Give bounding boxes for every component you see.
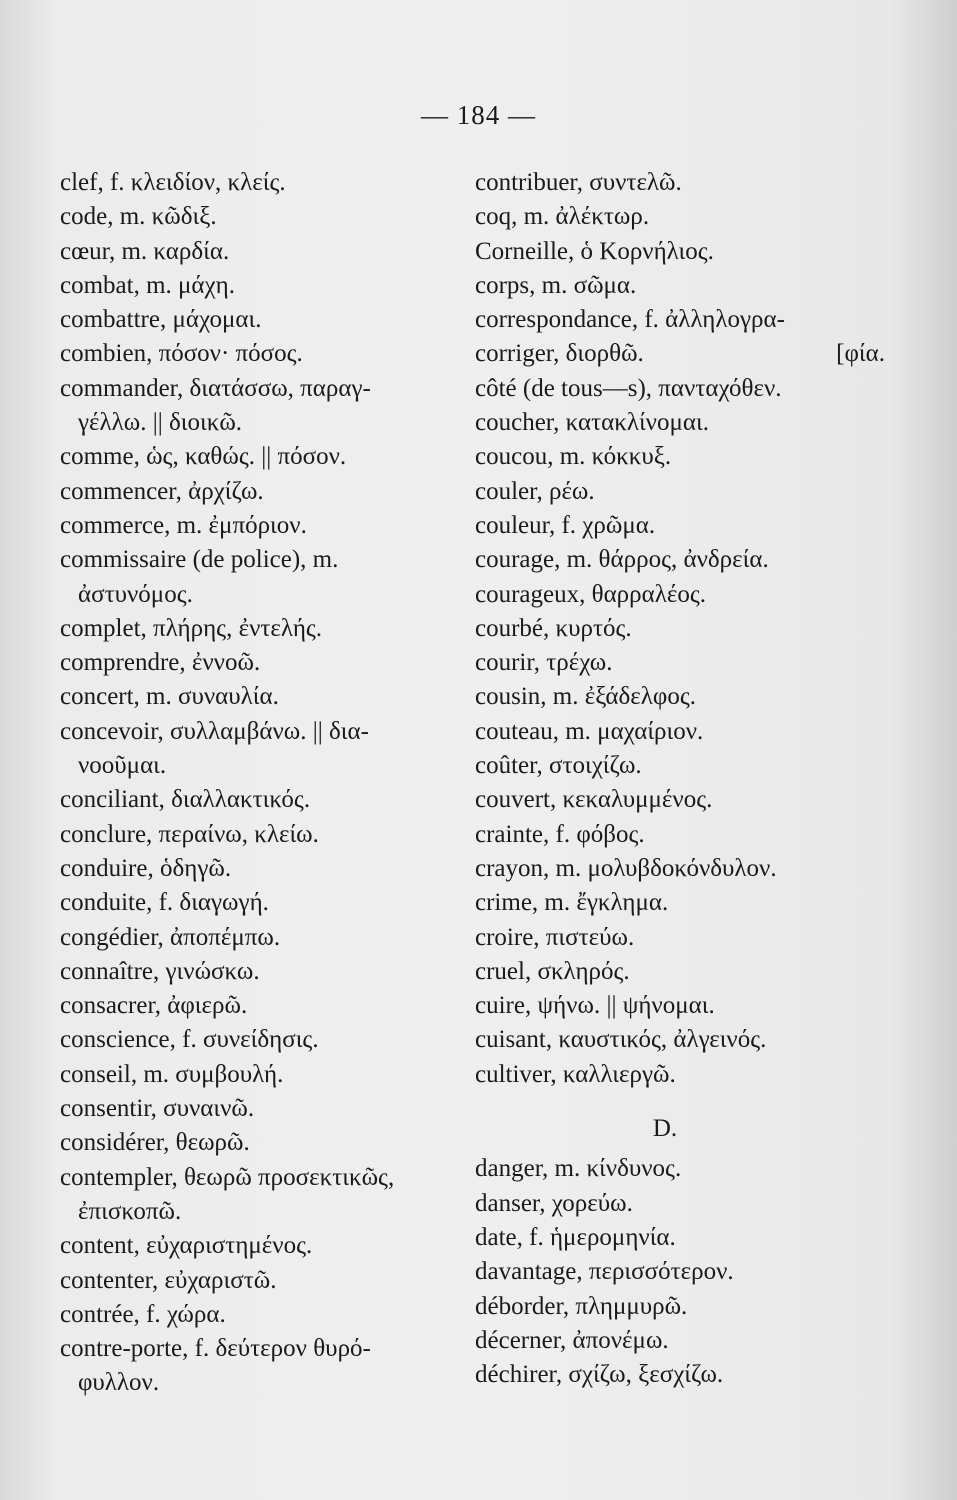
entry-text: connaître, γινώσκω. bbox=[60, 957, 260, 985]
dictionary-entry bbox=[475, 1255, 895, 1289]
entry-text: coûter, στοιχίζω. bbox=[475, 752, 642, 780]
entry-text: considérer, θεωρῶ. bbox=[60, 1129, 250, 1157]
entry-text: côté (de tous—s), πανταχόθεν. bbox=[475, 374, 782, 402]
entry-text: consentir, συναινῶ. bbox=[60, 1095, 255, 1123]
dictionary-entry bbox=[60, 1058, 460, 1092]
entry-text: contrée, f. χώρα. bbox=[60, 1300, 226, 1328]
entry-text: date, f. ἡμερομηνία. bbox=[475, 1223, 676, 1251]
entry-continuation bbox=[60, 1195, 460, 1229]
dictionary-entry bbox=[60, 852, 460, 886]
entry-text: conseil, m. συμβουλή. bbox=[60, 1060, 284, 1088]
entry-text: couleur, f. χρῶμα. bbox=[475, 511, 656, 539]
dictionary-entry bbox=[475, 1324, 895, 1358]
dictionary-entry bbox=[475, 749, 895, 783]
dictionary-entry bbox=[475, 715, 895, 749]
entry-text: contenter, εὐχαριστῶ. bbox=[60, 1266, 277, 1294]
dictionary-entry bbox=[475, 1358, 895, 1392]
entry-text: contribuer, συντελῶ. bbox=[475, 169, 682, 196]
dictionary-entry bbox=[60, 269, 460, 303]
dictionary-entry bbox=[475, 989, 895, 1023]
entry-continuation bbox=[60, 1366, 460, 1400]
entry-text: concert, m. συναυλία. bbox=[60, 683, 279, 711]
entry-text: couler, ρέω. bbox=[475, 477, 595, 505]
entry-text: déchirer, σχίζω, ξεσχίζω. bbox=[475, 1361, 724, 1389]
entry-text: danger, m. κίνδυνος. bbox=[475, 1155, 682, 1183]
dictionary-entry bbox=[60, 475, 460, 509]
entry-text: couteau, m. μαχαίριον. bbox=[475, 717, 704, 745]
entry-text: cousin, m. ἐξάδελφος. bbox=[475, 683, 697, 711]
dictionary-entry bbox=[475, 783, 895, 817]
dictionary-entry bbox=[60, 1332, 460, 1366]
entry-text: cuisant, καυστικός, ἀλγεινός. bbox=[475, 1026, 767, 1054]
dictionary-entry bbox=[60, 921, 460, 955]
entry-text: comme, ὡς, καθώς. || πόσον. bbox=[60, 443, 347, 471]
entry-text: déborder, πλημμυρῶ. bbox=[475, 1292, 688, 1320]
dictionary-entry bbox=[475, 646, 895, 680]
entry-text: commencer, ἀρχίζω. bbox=[60, 477, 264, 505]
dictionary-entry bbox=[475, 235, 895, 269]
entry-text: crime, m. ἔγκλημα. bbox=[475, 889, 669, 917]
entry-text: corriger, διορθῶ. bbox=[475, 340, 644, 368]
dictionary-entry bbox=[475, 578, 895, 612]
entry-text: crayon, m. μολυβδοκόνδυλον. bbox=[475, 854, 777, 882]
page-number: — 184 — bbox=[421, 100, 536, 130]
entry-text: content, εὐχαριστημένος. bbox=[60, 1232, 313, 1260]
entry-text: couvert, κεκαλυμμένος. bbox=[475, 786, 713, 814]
entry-text: consacrer, ἀφιερῶ. bbox=[60, 992, 248, 1020]
dictionary-entry bbox=[475, 921, 895, 955]
entry-margin-note: [φία. bbox=[836, 340, 885, 368]
dictionary-entry bbox=[475, 1058, 895, 1092]
dictionary-entry bbox=[60, 337, 460, 371]
entry-text: φυλλον. bbox=[78, 1369, 160, 1397]
entry-text: combien, πόσον· πόσος. bbox=[60, 340, 303, 368]
dictionary-entry bbox=[475, 1290, 895, 1324]
entry-text: crainte, f. φόβος. bbox=[475, 820, 645, 848]
entry-text: coq, m. ἀλέκτωρ. bbox=[475, 203, 650, 231]
entry-text: cuire, ψήνω. || ψήνομαι. bbox=[475, 992, 715, 1020]
dictionary-entry bbox=[475, 886, 895, 920]
entry-text: danser, χορεύω. bbox=[475, 1189, 633, 1217]
entry-text: γέλλω. || διοικῶ. bbox=[78, 409, 243, 437]
entry-text: courbé, κυρτός. bbox=[475, 614, 632, 642]
entry-text: congédier, ἀποπέμπω. bbox=[60, 923, 281, 951]
dictionary-entry bbox=[60, 543, 460, 577]
dictionary-entry bbox=[60, 818, 460, 852]
entry-text: contempler, θεωρῶ προσεκτικῶς, bbox=[60, 1163, 395, 1191]
dictionary-entry bbox=[60, 1298, 460, 1332]
dictionary-entry bbox=[60, 886, 460, 920]
dictionary-entry bbox=[475, 955, 895, 989]
entry-text: combattre, μάχομαι. bbox=[60, 306, 262, 334]
entry-text: contre-porte, f. δεύτερον θυρό- bbox=[60, 1335, 371, 1363]
dictionary-entry bbox=[60, 303, 460, 337]
dictionary-entry bbox=[60, 1092, 460, 1126]
entry-text: davantage, περισσότερον. bbox=[475, 1258, 734, 1286]
entry-text: conclure, περαίνω, κλείω. bbox=[60, 820, 319, 848]
dictionary-entry bbox=[475, 200, 895, 234]
entry-continuation bbox=[60, 578, 460, 612]
dictionary-entry bbox=[60, 509, 460, 543]
dictionary-entry bbox=[475, 269, 895, 303]
entry-text: cruel, σκληρός. bbox=[475, 957, 630, 985]
dictionary-entry bbox=[475, 1023, 895, 1057]
dictionary-entry bbox=[60, 1264, 460, 1298]
entry-text: code, m. κῶδιξ. bbox=[60, 203, 217, 231]
dictionary-entry bbox=[60, 680, 460, 714]
dictionary-entry bbox=[475, 475, 895, 509]
dictionary-entry bbox=[60, 989, 460, 1023]
entry-text: commerce, m. ἐμπόριον. bbox=[60, 511, 307, 539]
entry-text: conciliant, διαλλακτικός. bbox=[60, 786, 311, 814]
dictionary-entry bbox=[60, 1229, 460, 1263]
dictionary-entry bbox=[60, 612, 460, 646]
dictionary-entry bbox=[60, 166, 460, 200]
entry-text: commander, διατάσσω, παραγ- bbox=[60, 374, 371, 402]
dictionary-entry bbox=[475, 303, 895, 337]
dictionary-entry bbox=[60, 200, 460, 234]
dictionary-entry bbox=[60, 372, 460, 406]
entry-text: νοοῦμαι. bbox=[78, 752, 167, 780]
right-column bbox=[475, 166, 895, 1392]
dictionary-entry bbox=[60, 1161, 460, 1195]
entry-text: conduire, ὁδηγῶ. bbox=[60, 854, 232, 882]
entry-text: cœur, m. καρδία. bbox=[60, 237, 230, 265]
dictionary-entry bbox=[475, 612, 895, 646]
entry-continuation bbox=[60, 406, 460, 440]
entry-continuation bbox=[60, 749, 460, 783]
entry-text: courageux, θαρραλέος. bbox=[475, 580, 707, 608]
entry-text: coucou, m. κόκκυξ. bbox=[475, 443, 672, 471]
entry-text: conduite, f. διαγωγή. bbox=[60, 889, 269, 917]
dictionary-entry bbox=[475, 543, 895, 577]
dictionary-entry bbox=[475, 1152, 895, 1186]
dictionary-entry bbox=[475, 372, 895, 406]
entry-text: conscience, f. συνείδησις. bbox=[60, 1026, 319, 1054]
entry-text: courir, τρέχω. bbox=[475, 649, 613, 677]
dictionary-entry bbox=[60, 235, 460, 269]
dictionary-entry bbox=[475, 440, 895, 474]
entry-text: coucher, κατακλίνομαι. bbox=[475, 409, 709, 437]
dictionary-entry bbox=[475, 852, 895, 886]
entry-text: ἐπισκοπῶ. bbox=[78, 1197, 182, 1225]
entry-text: comprendre, ἐννοῶ. bbox=[60, 649, 261, 677]
entry-text: concevoir, συλλαμβάνω. || δια- bbox=[60, 717, 369, 745]
dictionary-entry bbox=[60, 1023, 460, 1057]
dictionary-entry bbox=[475, 1221, 895, 1255]
dictionary-entry bbox=[475, 406, 895, 440]
entry-text: décerner, ἀπονέμω. bbox=[475, 1326, 669, 1354]
entry-text: clef, f. κλειδίον, κλείς. bbox=[60, 169, 286, 196]
entry-text: ἀστυνόμος. bbox=[78, 580, 193, 608]
entry-text: courage, m. θάρρος, ἀνδρεία. bbox=[475, 546, 769, 574]
entry-text: combat, m. μάχη. bbox=[60, 271, 235, 299]
dictionary-entry bbox=[60, 783, 460, 817]
dictionary-entry bbox=[475, 1187, 895, 1221]
dictionary-entry bbox=[475, 680, 895, 714]
dictionary-entry bbox=[60, 646, 460, 680]
dictionary-entry bbox=[60, 955, 460, 989]
dictionary-entry bbox=[60, 715, 460, 749]
entry-text: correspondance, f. ἀλληλογρα- bbox=[475, 306, 785, 334]
entry-text: complet, πλήρης, ἐντελής. bbox=[60, 614, 323, 642]
entry-text: cultiver, καλλιεργῶ. bbox=[475, 1060, 676, 1088]
dictionary-entry bbox=[475, 166, 895, 200]
left-column bbox=[60, 166, 460, 1401]
dictionary-entry bbox=[60, 440, 460, 474]
entry-text: corps, m. σῶμα. bbox=[475, 271, 637, 299]
section-letter-d: D. bbox=[652, 1115, 678, 1143]
entry-text: croire, πιστεύω. bbox=[475, 923, 635, 951]
dictionary-entry bbox=[475, 509, 895, 543]
entry-text: Corneille, ὁ Κορνήλιος. bbox=[475, 237, 714, 265]
dictionary-entry bbox=[60, 1126, 460, 1160]
entry-text: commissaire (de police), m. bbox=[60, 546, 339, 574]
dictionary-entry bbox=[475, 818, 895, 852]
dictionary-entry bbox=[475, 337, 895, 371]
